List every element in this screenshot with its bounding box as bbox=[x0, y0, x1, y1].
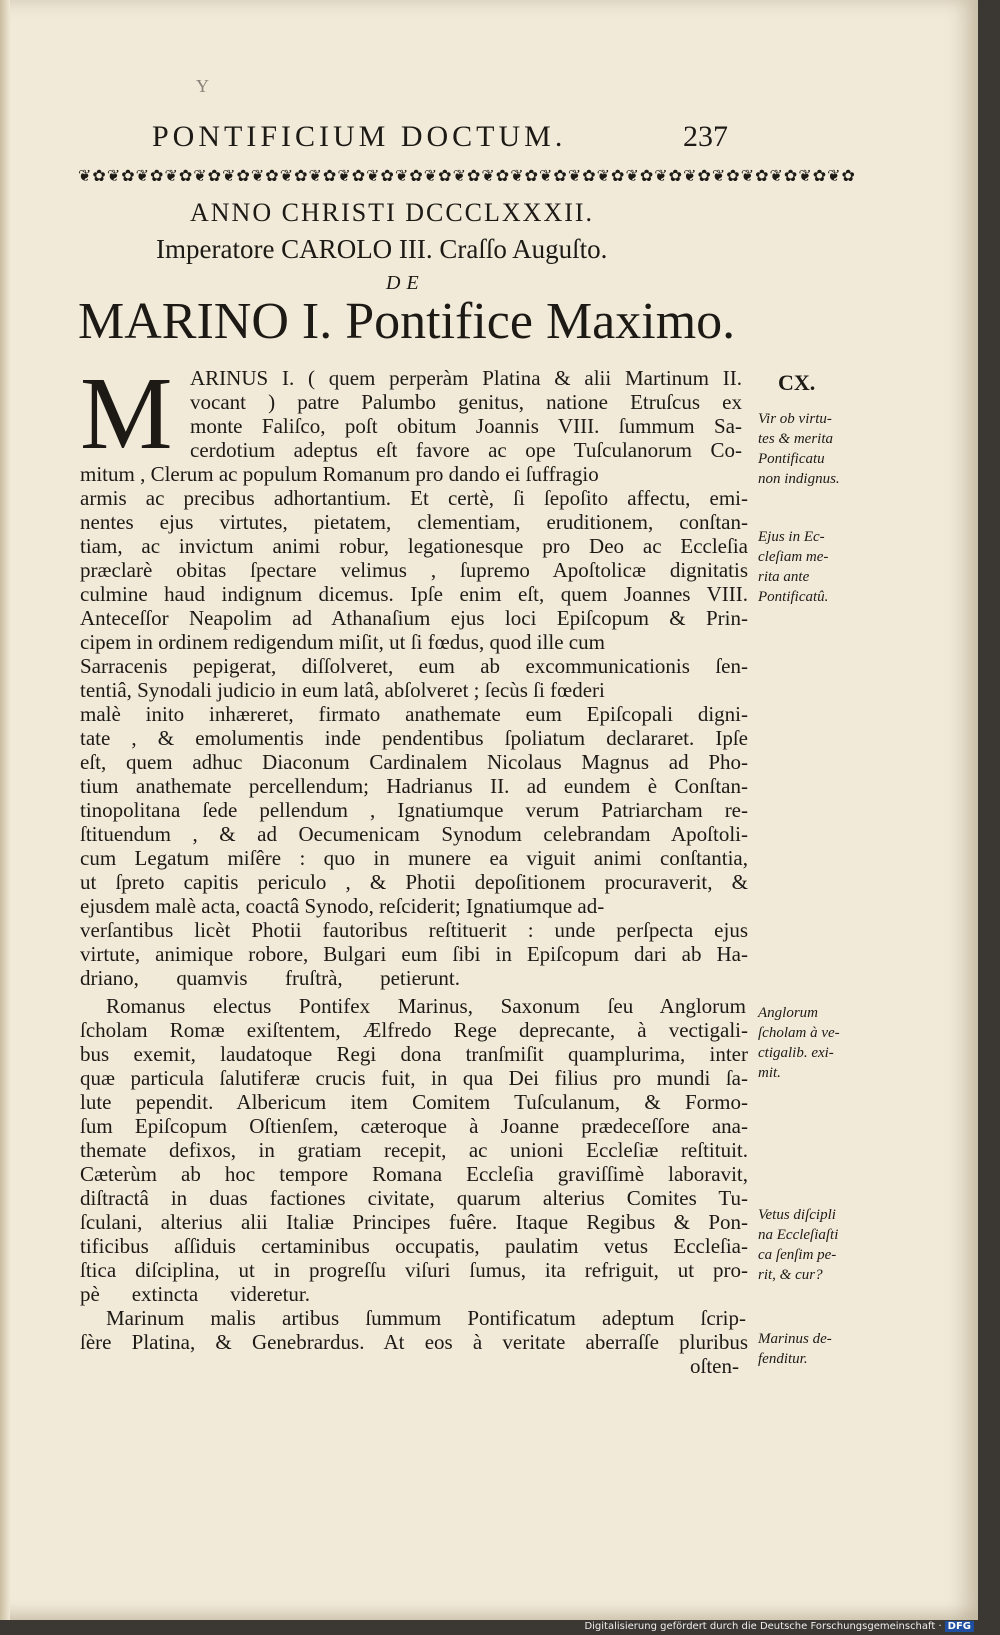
text-line: ARINUS I. ( quem perperàm Platina & alii Martinum II. bbox=[190, 366, 742, 390]
text-line: monte Faliſco, poſt obitum Joannis VIII. ſummum Sa- bbox=[190, 414, 742, 438]
text-line: ut ſpreto capitis periculo , & Photii depoſitionem procuraverit, & bbox=[80, 870, 748, 894]
text-line: ſculani, alterius alii Italiæ Principes fuêre. Itaque Regibus & Pon- bbox=[80, 1210, 748, 1234]
text-line: Cæterùm ab hoc tempore Romana Eccleſia graviſſimè laboravit, bbox=[80, 1162, 748, 1186]
text-line: tium anathemate percellendum; Hadrianus II. ad eundem è Conſtan- bbox=[80, 774, 748, 798]
emperor-heading: Imperatore CAROLO III. Craſſo Auguſto. bbox=[156, 234, 608, 264]
margin-note-line: Anglorum bbox=[758, 1005, 818, 1021]
chapter-number: CX. bbox=[778, 370, 816, 395]
text-line: tentiâ, Synodali judicio in eum latâ, abſolveret ; ſecùs ſi fœderi bbox=[80, 678, 605, 702]
margin-note-line: rita ante bbox=[758, 569, 810, 585]
margin-note-line: non indignus. bbox=[758, 471, 840, 487]
text-line: verſantibus licèt Photii fautoribus reſtituerit : unde perſpecta ejus bbox=[80, 918, 748, 942]
text-line: pè extincta videretur. bbox=[80, 1282, 310, 1306]
text-line: ſtica diſciplina, ut in progreſſu viſuri ſumus, ita refriguit, ut pro- bbox=[80, 1258, 748, 1282]
text-line: nentes ejus virtutes, pietatem, clementiam, eruditionem, conſtan- bbox=[80, 510, 748, 534]
sewing-mark: Y bbox=[196, 76, 209, 96]
text-line: ſtituendum , & ad Oecumenicam Synodum celebrandam Apoſtoli- bbox=[80, 822, 748, 846]
de-label: DE bbox=[386, 272, 425, 294]
margin-note-line: Ejus in Ec- bbox=[758, 529, 825, 545]
margin-note-line: ca ſenſim pe- bbox=[758, 1247, 837, 1263]
margin-note-line: Marinus de- bbox=[758, 1331, 832, 1347]
binding-edge bbox=[0, 0, 10, 1620]
margin-note-line: Vetus diſcipli bbox=[758, 1207, 836, 1223]
margin-note-line: Pontificatû. bbox=[758, 589, 829, 605]
margin-note-line: na Eccleſiaſti bbox=[758, 1227, 839, 1243]
text-line: cum Legatum miſêre : quo in munere ea viguit animi conſtantia, bbox=[80, 846, 748, 870]
text-line: eſt, quem adhuc Diaconum Cardinalem Nicolaus Magnus ad Pho- bbox=[80, 750, 748, 774]
text-line: ejusdem malè acta, coactâ Synodo, reſciderit; Ignatiumque ad- bbox=[80, 894, 605, 918]
text-line: lute pependit. Albericum item Comitem Tuſculanum, & Formo- bbox=[80, 1090, 748, 1114]
text-line: bus exemit, laudatoque Regi dona tranſmiſit quamplurima, inter bbox=[80, 1042, 748, 1066]
page-title: MARINO I. Pontifice Maximo. bbox=[78, 293, 736, 350]
page-number: 237 bbox=[683, 120, 728, 153]
footer-credit-text: Digitalisierung gefördert durch die Deutsche Forschungsgemeinschaft · bbox=[584, 1621, 942, 1632]
text-line: tiam, ac invictum animi robur, legationesque pro Deo ac Eccleſia bbox=[80, 534, 748, 558]
ornament-band: ❦✿❦✿❦✿❦✿❦✿❦✿❦✿❦✿❦✿❦✿❦✿❦✿❦✿❦✿❦✿❦✿❦✿❦✿❦✿❦✿❦✿❦✿❦✿❦✿❦✿❦✿❦✿ bbox=[78, 168, 856, 185]
text-line: diſtractâ in duas factiones civitate, quarum alterius Comites Tu- bbox=[80, 1186, 748, 1210]
text-line: themate defixos, in gratiam recepit, ac unioni Eccleſiæ reſtituit. bbox=[80, 1138, 748, 1162]
text-line: præclarè obitas ſpectare velimus , ſupremo Apoſtolicæ dignitatis bbox=[80, 558, 748, 582]
year-heading: ANNO CHRISTI DCCCLXXXII. bbox=[190, 198, 595, 227]
text-line: Sarracenis pepigerat, diſſolveret, eum ab excommunicationis ſen- bbox=[80, 654, 748, 678]
text-line: virtute, animique robore, Bulgari eum ſibi in Epiſcopum dari ab Ha- bbox=[80, 942, 748, 966]
text-line: Romanus electus Pontifex Marinus, Saxonum ſeu Anglorum bbox=[106, 994, 746, 1018]
margin-note-line: Pontificatu bbox=[758, 451, 825, 467]
margin-note-line: tes & merita bbox=[758, 431, 833, 447]
running-title: PONTIFICIUM DOCTUM. bbox=[152, 120, 567, 153]
text-line: Anteceſſor Neapolim ad Athanaſium ejus loci Epiſcopum & Prin- bbox=[80, 606, 748, 630]
text-line: oſten- bbox=[690, 1354, 739, 1378]
text-line: ſum Epiſcopum Oſtienſem, cæteroque à Joanne prædeceſſore ana- bbox=[80, 1114, 748, 1138]
margin-note-line: fenditur. bbox=[758, 1351, 808, 1367]
text-line: culmine haud indignum dicemus. Ipſe enim eſt, quem Joannes VIII. bbox=[80, 582, 748, 606]
footer-credit bbox=[584, 1621, 974, 1632]
margin-note-line: cleſiam me- bbox=[758, 549, 829, 565]
text-line: ſère Platina, & Genebrardus. At eos à veritate aberraſſe pluribus bbox=[80, 1330, 748, 1354]
text-line: quæ particula ſalutiferæ crucis fuit, in qua Dei filius pro mundi ſa- bbox=[80, 1066, 748, 1090]
text-line: vocant ) patre Palumbo genitus, natione Etruſcus ex bbox=[190, 390, 742, 414]
text-line: driano, quamvis fruſtrà, petierunt. bbox=[80, 966, 460, 990]
text-line: mitum , Clerum ac populum Romanum pro dando ei ſuffragio bbox=[80, 462, 599, 486]
text-line: tificibus aſſiduis certaminibus occupatis, paulatim vetus Eccleſia- bbox=[80, 1234, 748, 1258]
margin-note-line: rit, & cur? bbox=[758, 1267, 823, 1283]
text-line: armis ac precibus adhortantium. Et certè, ſi ſepoſito affectu, emi- bbox=[80, 486, 748, 510]
dfg-logo: DFG bbox=[945, 1621, 974, 1632]
text-line: cerdotium adeptus eſt favore ac ope Tuſculanorum Co- bbox=[190, 438, 742, 462]
margin-note-line: ctigalib. exi- bbox=[758, 1045, 834, 1061]
margin-note-line: mit. bbox=[758, 1065, 781, 1081]
text-line: tate , & emolumentis inde pendentibus ſpoliatum declararet. Ipſe bbox=[80, 726, 748, 750]
text-line: malè inito inhæreret, firmato anathemate eum Epiſcopali digni- bbox=[80, 702, 748, 726]
text-line: Marinum malis artibus ſummum Pontificatum adeptum ſcrip- bbox=[106, 1306, 746, 1330]
text-line: ſcholam Romæ exiſtentem, Ælfredo Rege deprecante, à vectigali- bbox=[80, 1018, 748, 1042]
text-line: tinopolitana ſede pellendum , Ignatiumque verum Patriarcham re- bbox=[80, 798, 748, 822]
margin-note-line: Vir ob virtu- bbox=[758, 411, 832, 427]
margin-note-line: ſcholam à ve- bbox=[758, 1025, 840, 1041]
drop-cap: M bbox=[80, 356, 173, 471]
text-line: cipem in ordinem redigendum miſit, ut ſi fœdus, quod ille cum bbox=[80, 630, 605, 654]
